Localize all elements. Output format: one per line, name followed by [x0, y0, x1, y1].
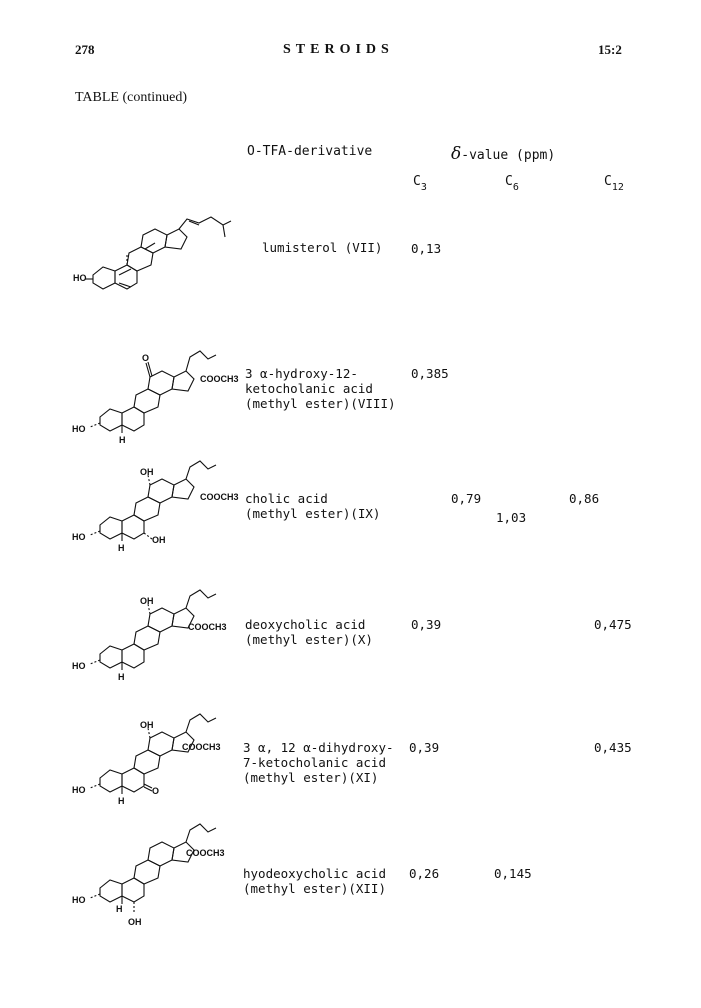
structure-deoxycholic-acid [72, 592, 247, 687]
hydroxyl-12-label: OH [140, 596, 154, 606]
name-line: (methyl ester)(X) [245, 632, 373, 647]
c3-base: C [413, 174, 421, 189]
c3-value: 0,26 [409, 866, 440, 881]
compound-name [262, 240, 382, 255]
column-header-delta [451, 144, 555, 164]
hydroxyl-7-label: OH [152, 535, 166, 545]
hydroxyl-12-label: OH [140, 720, 154, 730]
c12-base: C [604, 174, 612, 189]
structure-hyodeoxycholic-acid [72, 822, 247, 927]
c12-value: 0,475 [594, 617, 632, 632]
ester-label: COOCH3 [182, 742, 221, 752]
hydroxyl-12-label: OH [140, 467, 154, 477]
compound-name [243, 866, 386, 896]
hydrogen-label: H [116, 904, 123, 914]
c3-subscript: 3 [420, 182, 427, 193]
hydroxyl-label: HO [72, 424, 86, 434]
hydroxyl-label: HO [72, 661, 86, 671]
delta-label: -value (ppm) [461, 148, 556, 163]
name-line: hyodeoxycholic acid [243, 866, 386, 881]
c12-value: 0,86 [569, 491, 600, 506]
hydroxyl-label: HO [72, 785, 86, 795]
compound-name [245, 617, 373, 647]
c3-value: 0,39 [409, 740, 440, 755]
compound-name [243, 740, 394, 785]
name-line: (methyl ester)(XI) [243, 770, 379, 785]
c6-value: 0,145 [494, 866, 532, 881]
hydroxyl-label: HO [72, 895, 86, 905]
name-line: (methyl ester)(IX) [245, 506, 381, 521]
name-line: lumisterol (VII) [262, 240, 383, 255]
name-line: ketocholanic acid [245, 381, 373, 396]
keto-label: O [142, 353, 150, 363]
compound-name [245, 491, 380, 521]
c3-value: 0,385 [411, 366, 449, 381]
structure-lumisterol [75, 205, 245, 295]
hydroxyl-label: HO [73, 273, 87, 283]
c6-value: 1,03 [496, 510, 527, 525]
structure-ketocholanic [72, 335, 247, 445]
c3-value: 0,13 [411, 241, 442, 256]
hydrogen-label: H [118, 672, 125, 682]
delta-symbol: δ [451, 144, 462, 164]
c12-subscript: 12 [611, 182, 624, 193]
compound-name [245, 366, 396, 411]
ester-label: COOCH3 [188, 622, 227, 632]
page-number: 278 [75, 42, 95, 57]
running-title: STEROIDS [283, 42, 394, 57]
name-line: cholic acid [245, 491, 328, 506]
structure-dihydroxy-ketocholanic [72, 712, 247, 807]
c3-value: 0,79 [451, 491, 482, 506]
name-line: (methyl ester)(VIII) [245, 396, 396, 411]
section-number: 15:2 [598, 42, 622, 57]
column-header-c3 [413, 174, 427, 193]
c6-subscript: 6 [512, 182, 519, 193]
name-line: 3 α, 12 α-dihydroxy- [243, 740, 394, 755]
name-line: (methyl ester)(XII) [243, 881, 386, 896]
name-line: 3 α-hydroxy-12- [245, 366, 358, 381]
column-header-c6 [505, 174, 519, 193]
ester-label: COOCH3 [200, 374, 239, 384]
column-header-derivative: O-TFA-derivative [247, 144, 373, 159]
name-line: deoxycholic acid [245, 617, 366, 632]
c12-value: 0,435 [594, 740, 632, 755]
c6-base: C [505, 174, 513, 189]
hydroxyl-6-label: OH [128, 917, 142, 927]
hydroxyl-label: HO [72, 532, 86, 542]
hydrogen-label: H [118, 543, 125, 553]
keto-label: O [152, 786, 160, 796]
table-caption: TABLE (continued) [75, 90, 188, 105]
name-line: 7-ketocholanic acid [243, 755, 386, 770]
ester-label: COOCH3 [186, 848, 225, 858]
hydrogen-label: H [119, 435, 126, 445]
c3-value: 0,39 [411, 617, 442, 632]
structure-cholic-acid [72, 465, 247, 560]
column-header-c12 [604, 174, 624, 193]
ester-label: COOCH3 [200, 492, 239, 502]
hydrogen-label: H [118, 796, 125, 806]
